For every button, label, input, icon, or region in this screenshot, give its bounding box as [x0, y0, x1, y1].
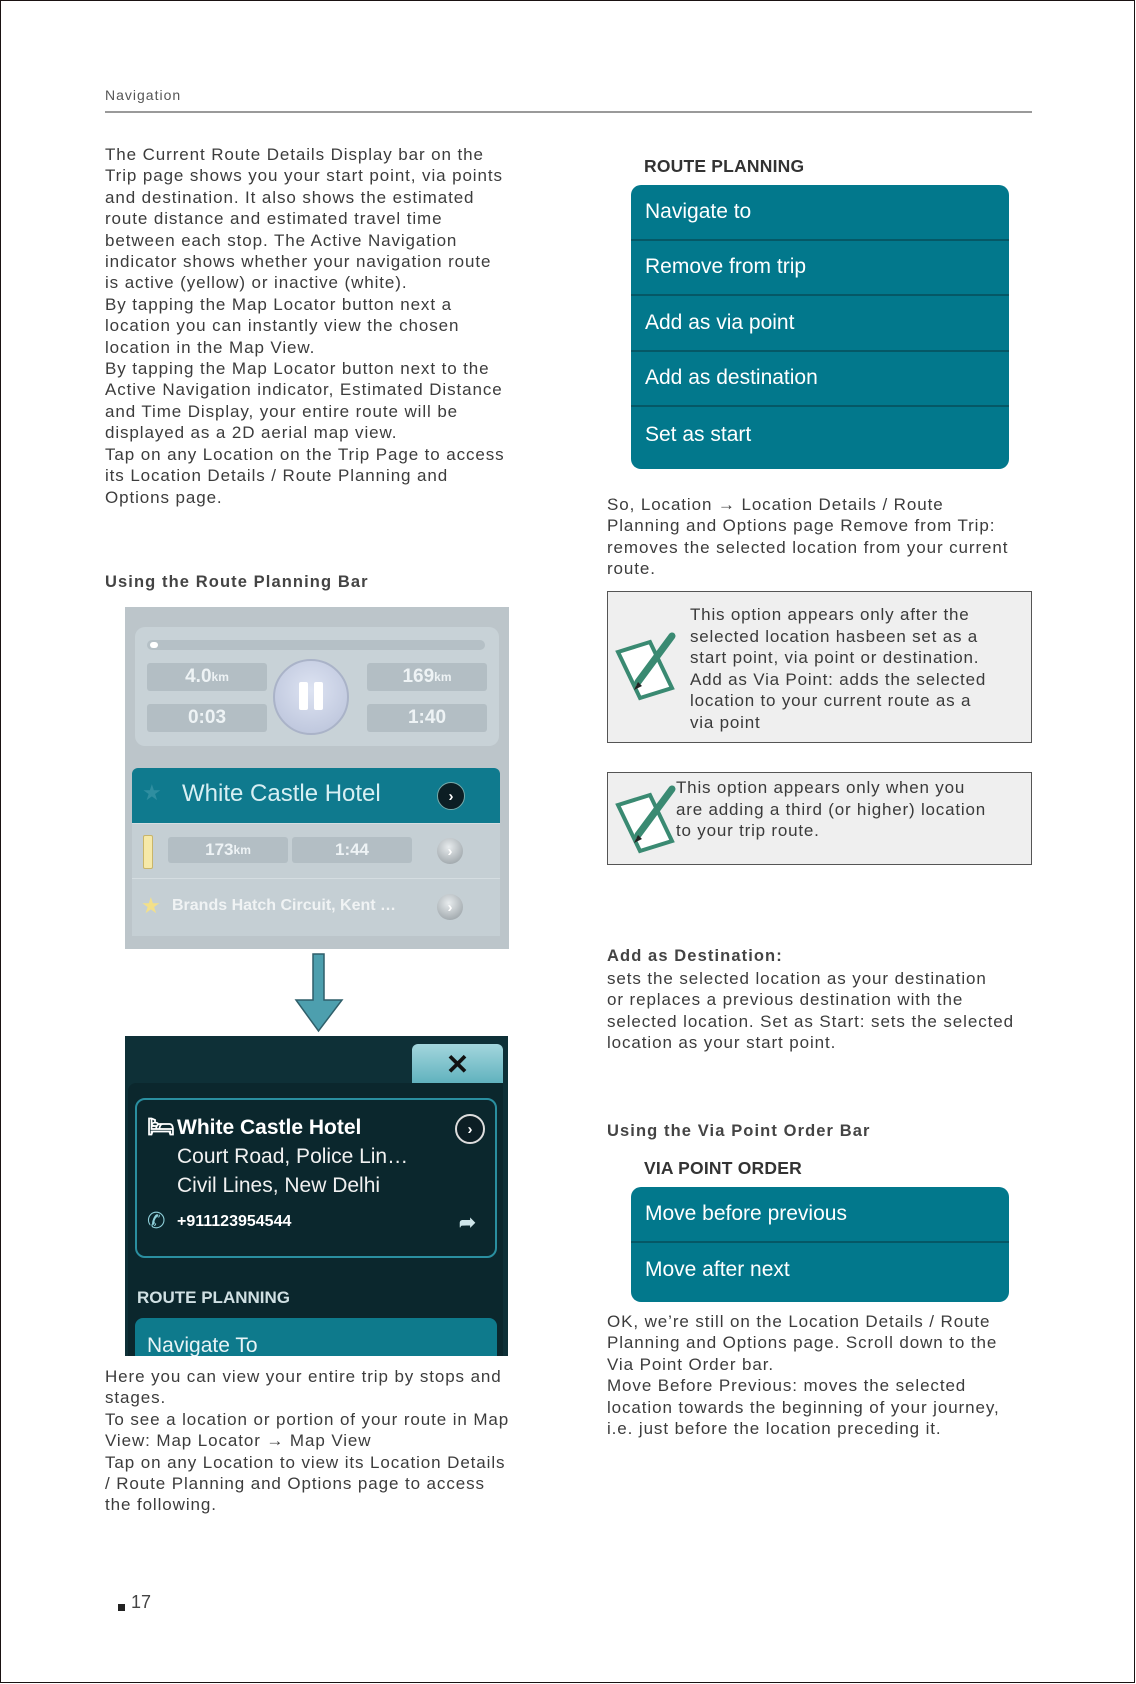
- address-line-2: Civil Lines, New Delhi: [177, 1174, 381, 1197]
- star-icon: ★: [141, 893, 161, 918]
- distance-left: 169 km: [367, 663, 487, 691]
- menu-item-add-via-point[interactable]: Add as via point: [631, 296, 1009, 352]
- via-point-heading: Using the Via Point Order Bar: [607, 1122, 871, 1140]
- progress-fill: [150, 642, 158, 648]
- menu-item-move-before-previous[interactable]: Move before previous: [631, 1187, 1009, 1243]
- page-number-bullet: [118, 1604, 125, 1611]
- time-left: 1:40: [367, 704, 487, 732]
- next-stop-row[interactable]: [132, 878, 500, 936]
- location-details-screenshot: [125, 1036, 508, 1356]
- chevron-right-icon[interactable]: ›: [437, 838, 463, 864]
- add-destination-paragraph: sets the selected location as your destination or replaces a previous destination with the selected location. Set as Start: sets the selected location as your start point.: [607, 969, 1014, 1053]
- close-button[interactable]: ✕: [412, 1044, 503, 1084]
- leg-time: 1:44: [292, 837, 412, 863]
- current-stop-name: White Castle Hotel: [182, 780, 381, 807]
- route-planning-label: ROUTE PLANNING: [137, 1288, 290, 1307]
- menu-item-navigate-to[interactable]: Navigate to: [631, 185, 1009, 241]
- trip-screenshot: [125, 607, 509, 949]
- outro-paragraph: Here you can view your entire trip by stops and stages. To see a location or portion of your route in Map View: Map Locator → Map View Tap on any Location to view its Location Details / Route Planning and Options page to access the following.: [105, 1367, 510, 1515]
- menu-item-remove-from-trip[interactable]: Remove from trip: [631, 241, 1009, 297]
- address-line-1: Court Road, Police Lin…: [177, 1145, 409, 1168]
- menu-item-add-destination[interactable]: Add as destination: [631, 352, 1009, 408]
- share-arrow-icon[interactable]: ➦: [459, 1212, 476, 1234]
- note-box-2: [607, 772, 1032, 865]
- star-icon: ★: [142, 780, 162, 805]
- chevron-right-icon[interactable]: ›: [437, 894, 463, 920]
- section-header: Navigation: [105, 87, 182, 103]
- note-pencil-icon: [614, 785, 680, 855]
- note-2-text: This option appears only when you are adding a third (or higher) location to your trip route.: [676, 778, 986, 840]
- chevron-right-icon[interactable]: ›: [437, 782, 465, 810]
- time-done: 0:03: [147, 704, 267, 732]
- location-name: White Castle Hotel: [177, 1116, 362, 1139]
- current-stop-row[interactable]: [132, 768, 500, 823]
- page-number: 17: [131, 1592, 152, 1612]
- note-box-1: [607, 591, 1032, 743]
- location-card: [135, 1098, 497, 1258]
- route-bar-heading: Using the Route Planning Bar: [105, 573, 369, 591]
- hotel-bed-icon: 🛏︎: [147, 1114, 175, 1139]
- via-point-order-title: VIA POINT ORDER: [644, 1158, 802, 1178]
- menu-item-set-start[interactable]: Set as start: [645, 422, 752, 446]
- active-navigation-indicator: [143, 835, 153, 869]
- note-pencil-icon: [614, 632, 680, 702]
- leg-row[interactable]: [132, 823, 500, 879]
- add-destination-heading: Add as Destination:: [607, 947, 783, 965]
- menu-item-move-after-next[interactable]: Move after next: [645, 1258, 790, 1282]
- pause-button[interactable]: [273, 659, 349, 735]
- next-stop-name: Brands Hatch Circuit, Kent …: [172, 897, 397, 914]
- route-planning-title: ROUTE PLANNING: [644, 156, 805, 176]
- intro-paragraph: The Current Route Details Display bar on the Trip page shows you your start point, via points and destination. It also shows the estimated route distance and estimated travel time between each stop. The Active Navigation indicator shows whether your navigation route is active (yellow) or inactive (white). By tapping the Map Locator button next a location you can instantly view the chosen location in the Map View. By tapping the Map Locator button next to the Active Navigation indicator, Estimated Distance and Time Display, your entire route will be displayed as a 2D aerial map view. Tap on any Location on the Trip Page to access its Location Details / Route Planning and Options page.: [105, 145, 505, 507]
- via-point-paragraph: OK, we’re still on the Location Details / Route Planning and Options page. Scroll down to the Via Point Order bar. Move Before Previous: moves the selected location towards the beginning of your journey, i.e. just before the location preceding it.: [607, 1312, 1000, 1439]
- arrow-down-icon: [293, 953, 345, 1033]
- route-planning-menu: [631, 185, 1009, 469]
- distance-done: 4.0 km: [147, 663, 267, 691]
- progress-track: [147, 640, 485, 650]
- route-details-panel: [135, 627, 499, 746]
- navigate-to-button[interactable]: Navigate To: [135, 1318, 497, 1356]
- so-location-paragraph: So, Location → Location Details / Route Planning and Options page Remove from Trip: removes the selected location from your current route.: [607, 495, 1009, 579]
- via-point-order-menu: [631, 1187, 1009, 1302]
- note-1-text: This option appears only after the selected location hasbeen set as a start point, via point or destination. Add as Via Point: adds the selected location to your current route as a via point: [690, 605, 987, 732]
- leg-distance: 173 km: [168, 837, 288, 863]
- phone-icon: ✆: [147, 1208, 166, 1233]
- header-rule: [105, 111, 1032, 113]
- chevron-right-icon[interactable]: ›: [455, 1114, 485, 1144]
- phone-number[interactable]: +911123954544: [177, 1213, 292, 1230]
